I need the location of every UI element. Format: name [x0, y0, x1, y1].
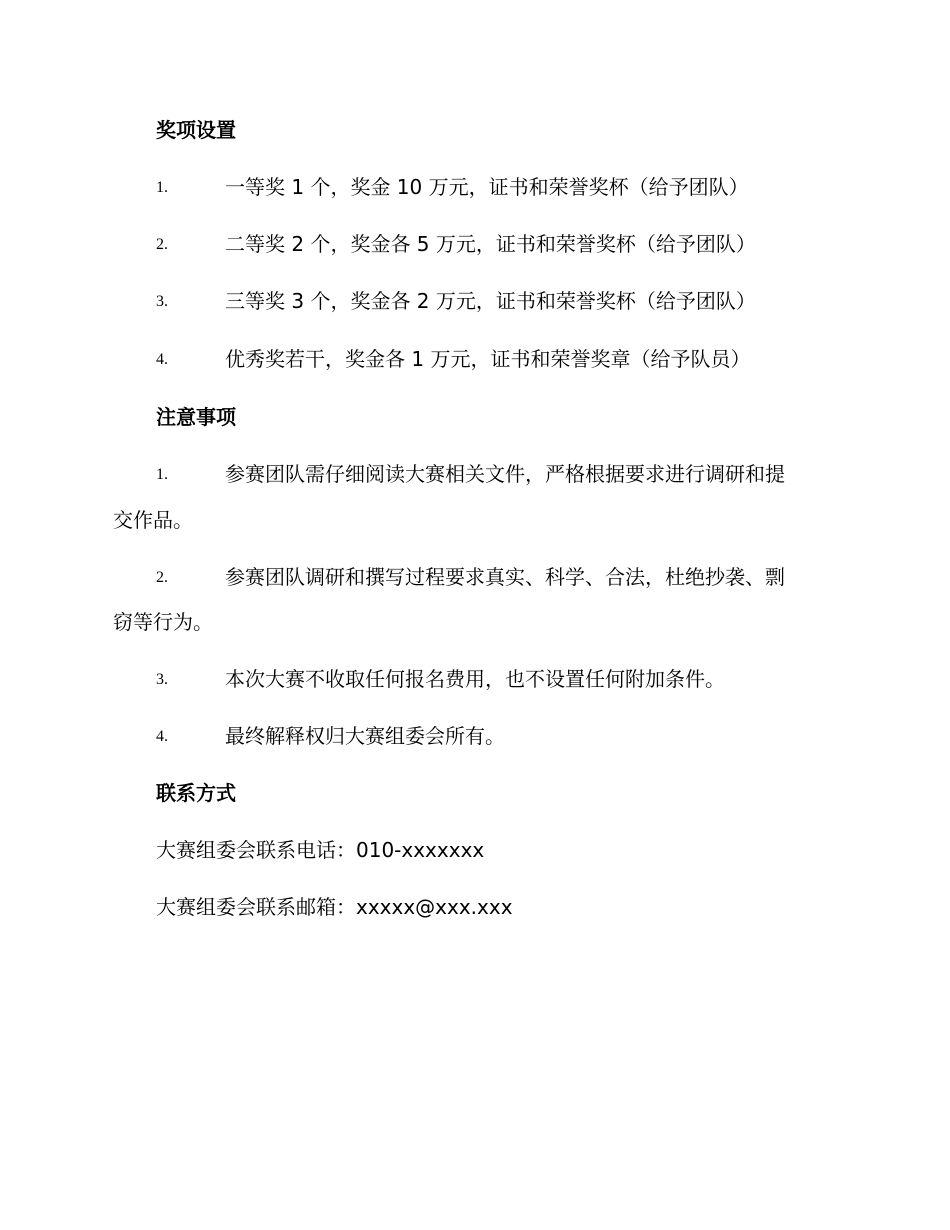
notes-item-1-line-1: 参赛团队需仔细阅读大赛相关文件，严格根据要求进行调研和提	[225, 462, 785, 486]
awards-item-1-number: 1.	[156, 179, 168, 196]
contact-heading: 联系方式	[156, 781, 236, 805]
notes-item-2-line-1: 参赛团队调研和撰写过程要求真实、科学、合法，杜绝抄袭、剽	[225, 565, 785, 589]
notes-item-3-text: 本次大赛不收取任何报名费用，也不设置任何附加条件。	[225, 667, 725, 691]
awards-item-4-text: 优秀奖若干，奖金各 1 万元，证书和荣誉奖章（给予队员）	[225, 347, 751, 371]
notes-item-2-line-2: 窃等行为。	[113, 610, 213, 634]
notes-item-4-text: 最终解释权归大赛组委会所有。	[225, 724, 505, 748]
contact-phone: 大赛组委会联系电话：010-xxxxxxx	[156, 838, 485, 862]
notes-heading: 注意事项	[156, 405, 236, 429]
notes-item-2-number: 2.	[156, 569, 168, 586]
contact-email: 大赛组委会联系邮箱：xxxxx@xxx.xxx	[156, 895, 513, 919]
awards-item-2-number: 2.	[156, 236, 168, 253]
awards-heading: 奖项设置	[156, 118, 236, 142]
awards-item-3-number: 3.	[156, 293, 168, 310]
awards-item-1-text: 一等奖 1 个，奖金 10 万元，证书和荣誉奖杯（给予团队）	[225, 175, 749, 199]
notes-item-1-line-2: 交作品。	[113, 508, 193, 532]
notes-item-3-number: 3.	[156, 671, 168, 688]
notes-item-1-number: 1.	[156, 466, 168, 483]
notes-item-4-number: 4.	[156, 728, 168, 745]
awards-item-4-number: 4.	[156, 351, 168, 368]
awards-item-3-text: 三等奖 3 个，奖金各 2 万元，证书和荣誉奖杯（给予团队）	[225, 289, 756, 313]
awards-item-2-text: 二等奖 2 个，奖金各 5 万元，证书和荣誉奖杯（给予团队）	[225, 232, 756, 256]
